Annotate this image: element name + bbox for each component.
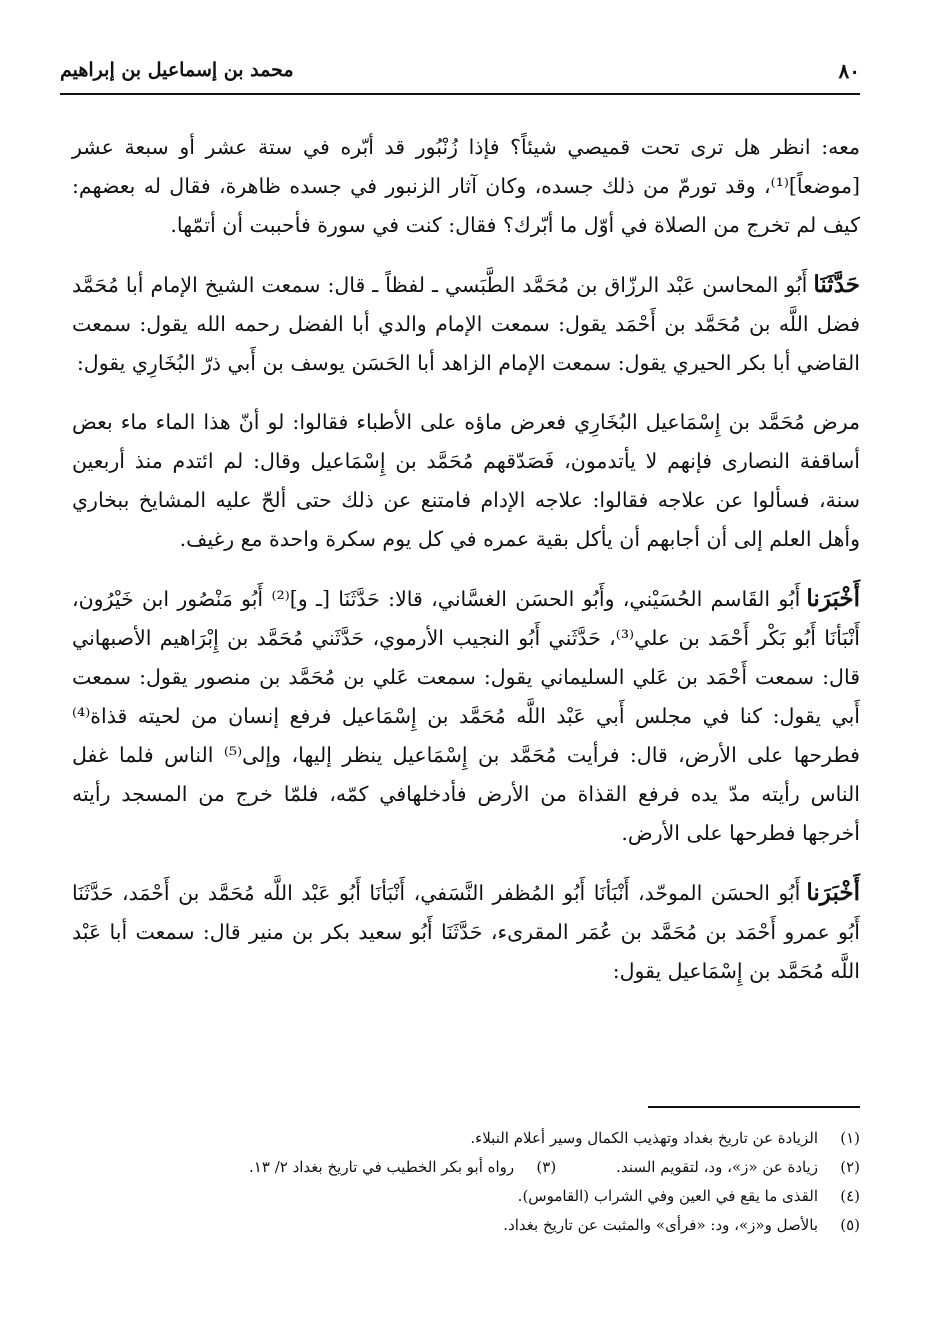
- footnote-number: (٥): [840, 1216, 860, 1234]
- page-number: ٨٠: [838, 59, 860, 83]
- header-rule: [60, 93, 860, 95]
- paragraph: [72, 873, 860, 991]
- footnote-text: بالأصل و«ز»، ود: «فرأى» والمثبت عن تاريخ بغداد.: [503, 1216, 818, 1234]
- footnotes: [72, 1124, 860, 1240]
- paragraph: معه: انظر هل ترى تحت قميصي شيئاً؟ فإذا زُنْبُور قد أبّره في ستة عشر أو سبعة عشر [موضعاً]⁽¹⁾، وقد تورمّ من ذلك جسده، وكان آثار الزنبور في جسده ظاهرة، فقال له بعضهم: كيف لم تخرج من الصلاة في أوّل ما أبّرك؟ فقال: كنت في سورة فأحببت أن أتمّها.: [72, 135, 860, 237]
- paragraph-text: أَبُو الحسَن الموحّد، أَنْبَأنَا أَبُو المُظفر النَّسَفي، أَنْبَأنَا أَبُو عَبْد اللَّه مُحَمَّد بن أَحْمَد، حَدَّثَنَا أَبُو عمرو أَحْمَد بن مُحَمَّد بن عُمَر المقرىء، حَدَّثَنَا أَبُو سعيد بكر بن منير قال: سمعت أبا عَبْد اللَّه مُحَمَّد بن إِسْمَاعيل يقول:: [72, 881, 860, 983]
- footnote: [72, 1211, 860, 1240]
- running-title: محمد بن إسماعيل بن إبراهيم: [60, 59, 294, 81]
- footnote-text: القذى ما يقع في العين وفي الشراب (القاموس).: [517, 1187, 818, 1205]
- main-text: [72, 128, 860, 1011]
- paragraph-text: أَبُو المحاسن عَبْد الرزّاق بن مُحَمَّد الطَّبَسي ـ لفظاً ـ قال: سمعت الشيخ الإمام أبا مُحَمَّد فضل اللَّه بن مُحَمَّد بن أَحْمَد يقول: سمعت الإمام والدي أبا الفضل رحمه الله يقول: سمعت القاضي أبا بكر الحيري يقول: سمعت الإمام الزاهد أبا الحَسَن يوسف بن أَبي ذرّ البُخَارِي يقول:: [72, 273, 860, 375]
- footnote-number: (٤): [840, 1187, 860, 1205]
- paragraph-text: أَبُو القَاسم الحُسَيْني، وأَبُو الحسَن الغسَّاني، قالا: حَدَّثَنَا [ـ و]⁽²⁾ أَبُو مَنْصُور ابن خَيْرُون، أَنْبَأنَا أَبُو بَكْر أَحْمَد بن علي⁽³⁾، حَدَّثَني أَبُو النجيب الأرموي، حَدَّثَني مُحَمَّد بن إِبْرَاهيم الأصبهاني قال: سمعت أَحْمَد بن عَلي السليماني يقول: سمعت عَلي بن مُحَمَّد بن منصور يقول: سمعت أَبي يقول: كنا في مجلس أَبي عَبْد اللَّه مُحَمَّد بن إِسْمَاعيل فرفع إنسان من لحيته قذاة⁽⁴⁾ فطرحها على الأرض، قال: فرأيت مُحَمَّد بن إِسْمَاعيل ينظر إليها، وإلى⁽⁵⁾ الناس فلما غفل الناس رأيته مدّ يده فرفع القذاة من الأرض فأدخلهافي كمّه، فلمّا خرج من المسجد رأيته أخرجها فطرحها على الأرض.: [72, 587, 860, 845]
- footnote-number: (١): [840, 1129, 860, 1147]
- footnote: [72, 1182, 860, 1211]
- narration-lead: أَخْبَرَنا: [806, 585, 861, 612]
- footnote: [72, 1124, 860, 1153]
- footnote-text: رواه أبو بكر الخطيب في تاريخ بغداد ٢/ ١٣.: [249, 1158, 515, 1176]
- footnote-text: الزيادة عن تاريخ بغداد وتهذيب الكمال وسير أعلام النبلاء.: [470, 1129, 818, 1147]
- footnote-number: (٢): [840, 1158, 860, 1176]
- footnote-number: (٣): [536, 1158, 557, 1176]
- paragraph: [72, 579, 860, 853]
- footnote-text: زيادة عن «ز»، ود، لتقويم السند.: [616, 1158, 818, 1176]
- page-header: [60, 55, 860, 85]
- narration-lead: حَدَّثَنَا: [813, 271, 860, 298]
- footnote-rule: [648, 1106, 860, 1108]
- paragraph: [72, 265, 860, 383]
- narration-lead: أَخْبَرَنا: [806, 879, 860, 906]
- paragraph: مرض مُحَمَّد بن إِسْمَاعيل البُخَارِي فعرض ماؤه على الأطباء فقالوا: لو أنّ هذا الماء ماء بعض أساقفة النصارى فإنهم لا يأتدمون، فَصَدّقهم مُحَمَّد بن إِسْمَاعيل وقال: لم ائتدم منذ أربعين سنة، فسألوا عن علاجه فقالوا: علاجه الإدام فامتنع عن ذلك حتى ألحّ عليه المشايخ ببخاري وأهل العلم إلى أن أجابهم أن يأكل بقية عمره في كل يوم سكرة واحدة مع رغيف.: [72, 410, 860, 551]
- footnote: [72, 1153, 860, 1182]
